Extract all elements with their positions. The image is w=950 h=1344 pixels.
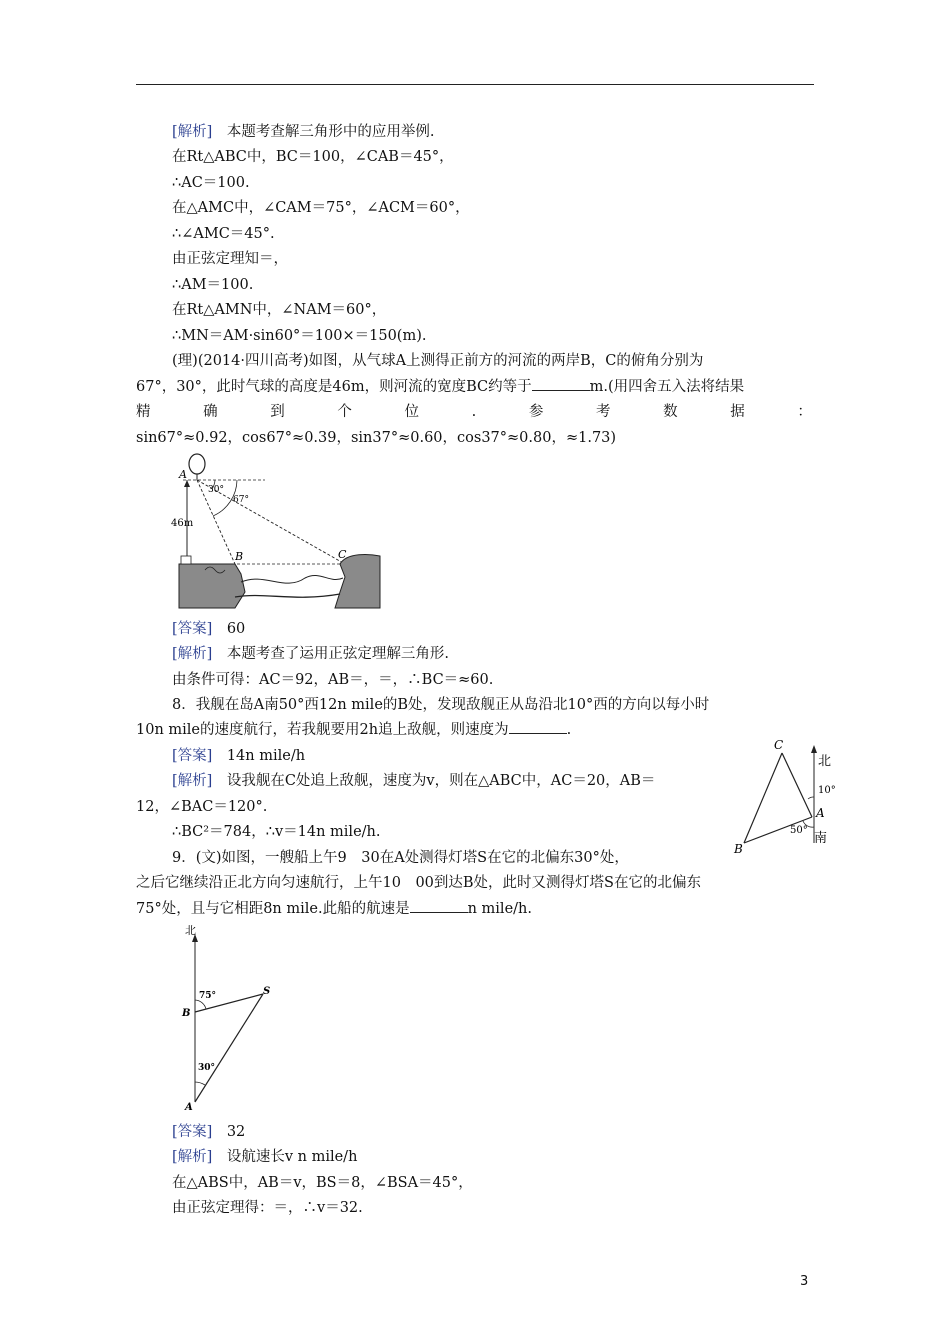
north-label: 北 <box>818 754 832 769</box>
triangle-abc-figure <box>726 735 846 857</box>
answer-blank <box>532 377 590 391</box>
answer-line: [答案] 14n mile/h <box>172 748 306 764</box>
text-line: 在Rt△ABC中，BC＝100，∠CAB＝45°， <box>172 149 454 165</box>
analysis-line: [解析] 设我舰在C处追上敌舰，速度为v，则在△ABC中，AC＝20，AB＝ <box>172 773 656 789</box>
answer-tag: [答案] <box>172 1124 213 1140</box>
answer-line: [答案] 32 <box>172 1124 246 1140</box>
text-line: ∴BC²＝784，∴v＝14n mile/h. <box>172 824 381 840</box>
point-label-A: A <box>179 468 187 481</box>
north-label: 北 <box>185 924 196 937</box>
answer-line: [答案] 60 <box>172 621 246 637</box>
south-label: 南 <box>814 831 828 846</box>
page-number: 3 <box>800 1274 809 1289</box>
text-line: 由条件可得：AC＝92，AB＝，＝，∴BC＝≈60. <box>172 672 494 688</box>
text-line: ∴∠AMC＝45°. <box>172 226 275 242</box>
height-label: 46m <box>171 518 194 529</box>
point-label-B: B <box>235 550 244 563</box>
analysis-tag: [解析] <box>172 646 213 662</box>
answer-blank <box>410 899 468 913</box>
question-line-spread: 精 确 到 个 位 . 参 考 数 据 ： <box>136 404 812 420</box>
analysis-tag: [解析] <box>172 773 213 789</box>
question-line: 9．(文)如图，一艘船上午9 30在A处测得灯塔S在它的北偏东30°处， <box>172 850 629 866</box>
balloon-river-figure <box>171 452 385 610</box>
balloon-icon <box>189 454 205 474</box>
question-line: sin67°≈0.92，cos67°≈0.39，sin37°≈0.60，cos37°≈0.80，≈1.73) <box>136 430 617 446</box>
angle-label: 30° <box>208 485 224 495</box>
analysis-line: [解析] 设航速长v n mile/h <box>172 1149 358 1165</box>
answer-tag: [答案] <box>172 748 213 764</box>
text-line: ∴AC＝100. <box>172 175 250 191</box>
answer-tag: [答案] <box>172 621 213 637</box>
point-label-A: A <box>185 1102 193 1113</box>
point-label-S: S <box>263 986 271 997</box>
point-label-C: C <box>774 738 784 752</box>
analysis-tag: [解析] <box>172 124 213 140</box>
question-line: 67°，30°，此时气球的高度是46m，则河流的宽度BC约等于 m.(用四舍五入法将结果 <box>136 379 745 395</box>
analysis-line: [解析] 本题考查了运用正弦定理解三角形. <box>172 646 449 662</box>
text-line: 在Rt△AMN中，∠NAM＝60°， <box>172 302 387 318</box>
text-line: ∴MN＝AM·sin60°＝100×＝150(m). <box>172 328 427 344</box>
angle-label: 75° <box>199 991 217 1001</box>
angle-label: 67° <box>233 495 249 505</box>
analysis-tag: [解析] <box>172 1149 213 1165</box>
text-line: ∴AM＝100. <box>172 277 254 293</box>
question-line: 10n mile的速度航行，若我舰要用2h追上敌舰，则速度为 . <box>136 722 572 738</box>
question-line: 75°处，且与它相距8n mile.此船的航速是 n mile/h. <box>136 901 532 917</box>
text-line: 12，∠BAC＝120°. <box>136 799 268 815</box>
angle-label: 50° <box>790 825 808 836</box>
question-line: (理)(2014·四川高考)如图，从气球A上测得正前方的河流的两岸B，C的俯角分别为 <box>172 353 704 369</box>
answer-blank <box>509 720 567 734</box>
point-label-A: A <box>816 806 825 820</box>
text-line: 在△ABS中，AB＝v，BS＝8，∠BSA＝45°， <box>172 1175 473 1191</box>
point-label-B: B <box>734 842 743 856</box>
point-label-C: C <box>338 548 347 561</box>
angle-label: 10° <box>818 785 836 796</box>
ship-lighthouse-figure <box>175 922 285 1114</box>
text-line: 由正弦定理得：＝，∴v＝32. <box>172 1200 363 1216</box>
question-line: 8．我舰在岛A南50°西12n mile的B处，发现敌舰正从岛沿北10°西的方向以每小时 <box>172 697 710 713</box>
text-line: 在△AMC中，∠CAM＝75°，∠ACM＝60°， <box>172 200 470 216</box>
text-line: 由正弦定理知＝， <box>172 251 288 267</box>
header-rule <box>136 84 814 85</box>
angle-label: 30° <box>198 1063 216 1073</box>
analysis-line: [解析] 本题考查解三角形中的应用举例. <box>172 124 435 140</box>
point-label-B: B <box>182 1008 191 1019</box>
question-line: 之后它继续沿正北方向匀速航行，上午10 00到达B处，此时又测得灯塔S在它的北偏东 <box>136 875 701 891</box>
